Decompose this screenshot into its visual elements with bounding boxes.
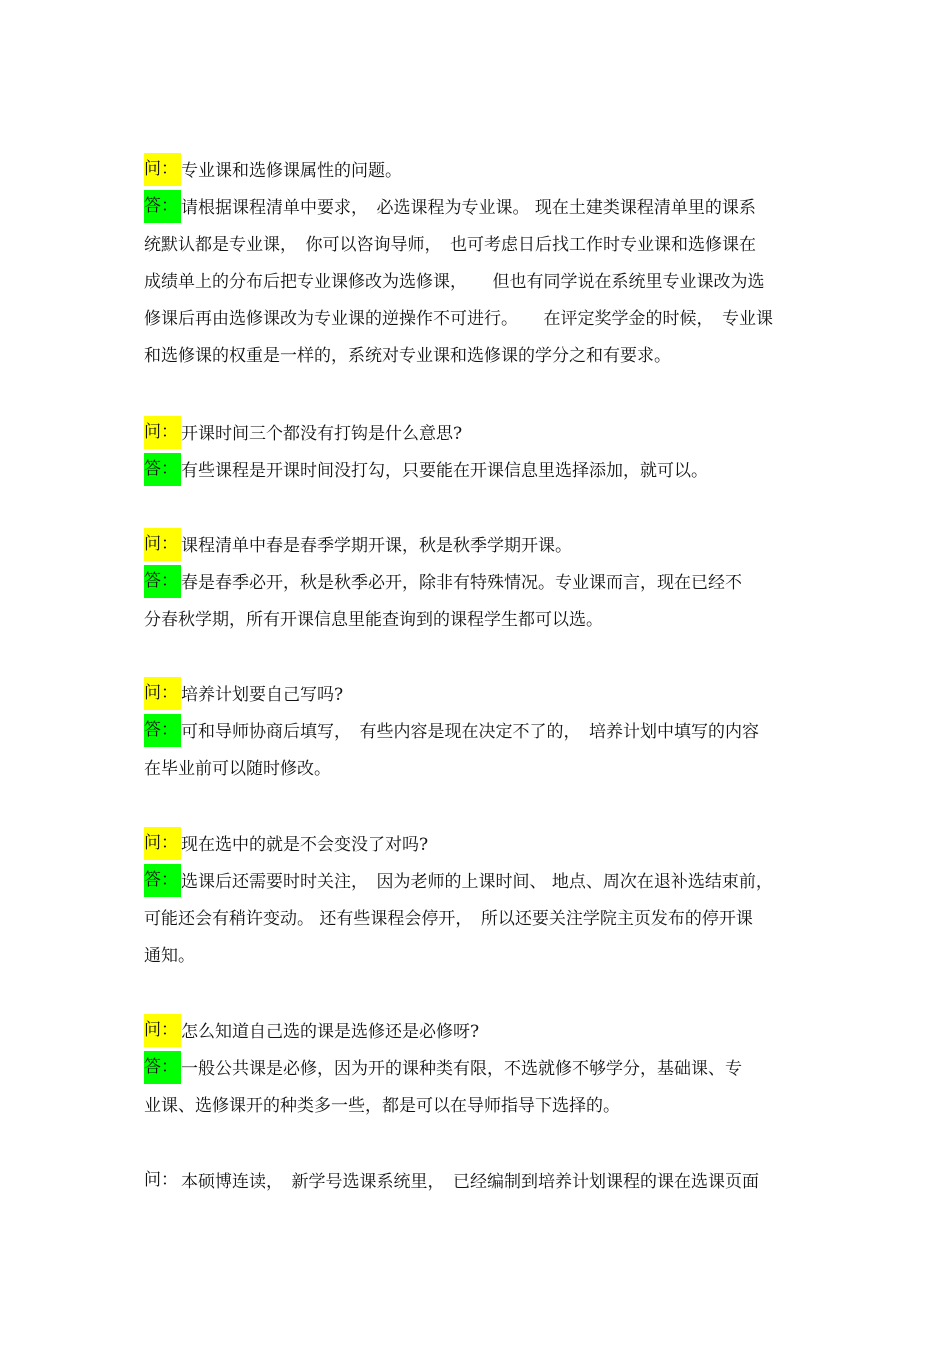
answer-text: 一般公共课是必修，因为开的课种类有限，不选就修不够学分，基础课、专 bbox=[181, 1059, 742, 1079]
question-text: 专业课和选修课属性的问题。 bbox=[181, 161, 402, 181]
question-line bbox=[144, 827, 814, 864]
answer-line bbox=[144, 1051, 814, 1088]
answer-line: 业课、选修课开的种类多一些，都是可以在导师指导下选择的。 bbox=[144, 1096, 620, 1116]
answer-line bbox=[144, 864, 814, 901]
answer-text: 请根据课程清单中要求， 必选课程为专业课。 现在土建类课程清单里的课系 bbox=[181, 198, 756, 218]
question-line bbox=[144, 416, 814, 453]
answer-line: 修课后再由选修课改为专业课的逆操作不可进行。 在评定奖学金的时候， 专业课 bbox=[144, 309, 773, 329]
answer-line: 在毕业前可以随时修改。 bbox=[144, 759, 331, 779]
question-label: 问： bbox=[144, 1014, 181, 1047]
question-line bbox=[144, 677, 814, 714]
answer-line: 通知。 bbox=[144, 946, 195, 966]
answer-label: 答： bbox=[144, 714, 181, 747]
answer-label: 答： bbox=[144, 1051, 181, 1084]
answer-label: 答： bbox=[144, 190, 181, 223]
answer-line: 分春秋学期，所有开课信息里能查询到的课程学生都可以选。 bbox=[144, 610, 603, 630]
question-line bbox=[144, 1014, 814, 1051]
question-text: 培养计划要自己写吗? bbox=[181, 685, 344, 705]
answer-line bbox=[144, 190, 814, 227]
answer-line: 和选修课的权重是一样的，系统对专业课和选修课的学分之和有要求。 bbox=[144, 346, 671, 366]
answer-text: 选课后还需要时时关注， 因为老师的上课时间、 地点、周次在退补选结束前， bbox=[181, 872, 773, 892]
answer-text: 有些课程是开课时间没打勾，只要能在开课信息里选择添加，就可以。 bbox=[181, 461, 708, 481]
question-label: 问： bbox=[144, 153, 181, 186]
question-line bbox=[144, 528, 814, 565]
question-text: 开课时间三个都没有打钩是什么意思? bbox=[181, 424, 463, 444]
qa-block-6 bbox=[144, 1014, 814, 1125]
question-label: 问： bbox=[144, 528, 181, 561]
question-text: 怎么知道自己选的课是选修还是必修呀? bbox=[181, 1022, 480, 1042]
answer-line bbox=[144, 565, 814, 602]
question-text: 课程清单中春是春季学期开课，秋是秋季学期开课。 bbox=[181, 536, 572, 556]
answer-line bbox=[144, 714, 814, 751]
question-text: 本硕博连读， 新学号选课系统里， 已经编制到培养计划课程的课在选课页面 bbox=[181, 1172, 759, 1192]
question-label: 问： bbox=[144, 1170, 178, 1190]
qa-block-2 bbox=[144, 416, 814, 490]
answer-line: 统默认都是专业课， 你可以咨询导师， 也可考虑日后找工作时专业课和选修课在 bbox=[144, 235, 756, 255]
qa-block-4 bbox=[144, 677, 814, 788]
qa-block-7 bbox=[144, 1164, 814, 1201]
question-line bbox=[144, 1164, 814, 1201]
answer-line bbox=[144, 453, 814, 490]
answer-label: 答： bbox=[144, 453, 181, 486]
answer-text: 春是春季必开，秋是秋季必开，除非有特殊情况。专业课而言，现在已经不 bbox=[181, 573, 742, 593]
question-text: 现在选中的就是不会变没了对吗? bbox=[181, 835, 429, 855]
qa-block-1 bbox=[144, 153, 814, 375]
question-label: 问： bbox=[144, 416, 181, 449]
answer-line: 成绩单上的分布后把专业课修改为选修课， 但也有同学说在系统里专业课改为选 bbox=[144, 272, 765, 292]
answer-line: 可能还会有稍许变动。 还有些课程会停开， 所以还要关注学院主页发布的停开课 bbox=[144, 909, 753, 929]
question-label: 问： bbox=[144, 677, 181, 710]
qa-block-3 bbox=[144, 528, 814, 639]
qa-block-5 bbox=[144, 827, 814, 975]
answer-label: 答： bbox=[144, 864, 181, 897]
answer-label: 答： bbox=[144, 565, 181, 598]
question-label: 问： bbox=[144, 827, 181, 860]
question-line bbox=[144, 153, 814, 190]
answer-text: 可和导师协商后填写， 有些内容是现在决定不了的， 培养计划中填写的内容 bbox=[181, 722, 759, 742]
